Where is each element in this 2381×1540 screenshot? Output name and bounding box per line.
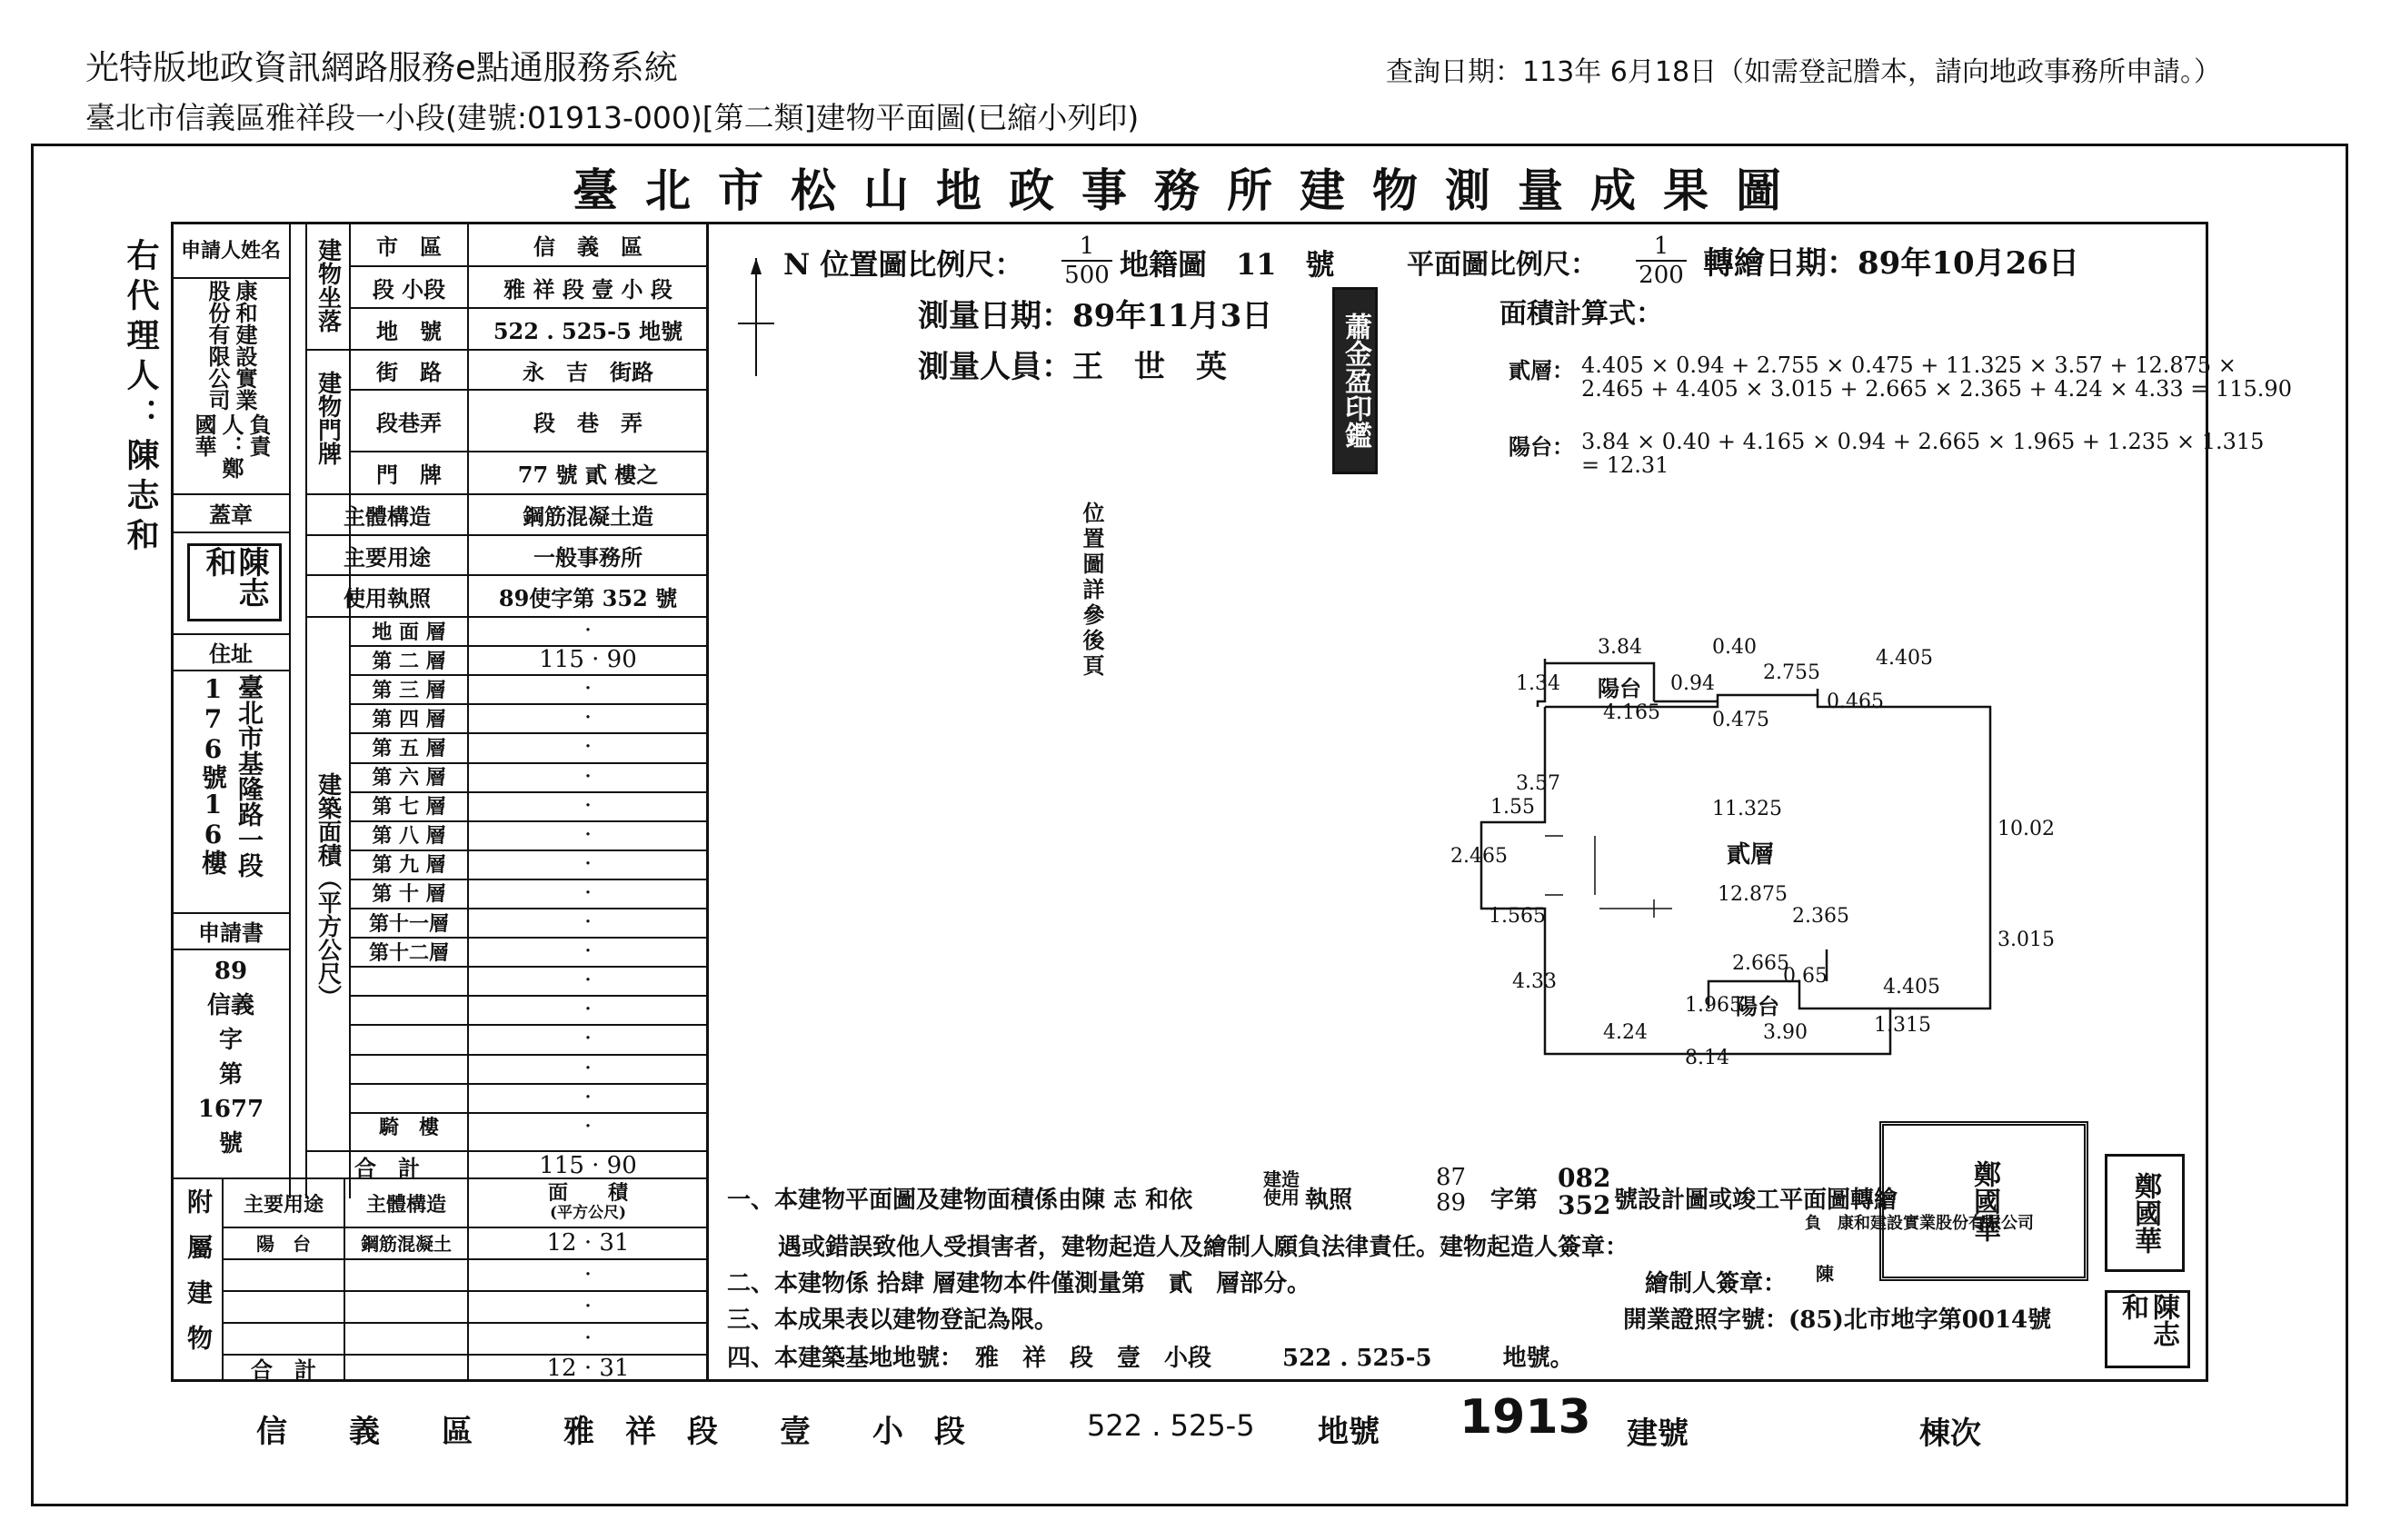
floor-row-val: ·: [583, 675, 593, 703]
floor-row-key: [351, 1055, 467, 1082]
floor-row-key: 第 四 層: [372, 707, 446, 731]
plan-dimension: 11.325: [1712, 798, 1782, 820]
application-number: 89 信義 字 第 1677 號: [197, 958, 264, 1157]
floor-row-val: ·: [583, 762, 593, 790]
note-1-nums: 87 89: [1436, 1164, 1467, 1217]
formula-2f-label: 貳層：: [1509, 357, 1574, 383]
plan-dimension: 1.565: [1489, 905, 1546, 928]
position-note: 位置圖詳參後頁: [1079, 502, 1105, 680]
formula-balcony: 3.84 × 0.40 + 4.165 × 0.94 + 2.665 × 1.965 + 1.235 × 1.315: [1581, 429, 2265, 454]
surveyor-seal: 蕭金盈印鑑: [1332, 287, 1378, 474]
note-1b: 遇或錯誤致他人受損害者，建物起造人及繪制人願負法律責任。建物起造人簽章：: [778, 1234, 1629, 1261]
transfer-date: 轉繪日期：89年10月26日: [1703, 245, 2079, 282]
floor-row-key: [351, 996, 467, 1023]
note-1a: 一、本建物平面圖及建物面積係由陳 志 和依: [727, 1187, 1193, 1214]
representative-seal: 鄭國華: [2105, 1154, 2185, 1272]
plan-dimension: 8.14: [1685, 1047, 1729, 1069]
note-1-permit-type: 建造 使用: [1263, 1168, 1300, 1208]
footer-lot: 522 . 525-5: [1087, 1408, 1255, 1443]
note-1-mid: 執照: [1305, 1187, 1353, 1214]
annex-h-area: 面 積 (平方公尺): [547, 1181, 628, 1222]
floor-row-val: ·: [583, 849, 593, 878]
note-4: 四、本建築基地地號： 雅 祥 段 壹 小段 522 . 525-5 地號。: [727, 1345, 1574, 1372]
page-subtitle: 臺北市信義區雅祥段一小段(建號:01913-000)[第二類]建物平面圖(已縮小列印): [85, 100, 1140, 135]
plan-dimension: 2.755: [1763, 661, 1820, 684]
row-door-key: 門 牌: [376, 462, 442, 488]
permit-val: 89使字第 352 號: [498, 584, 678, 611]
plan-dimension: 0.465: [1827, 691, 1884, 713]
floor-row-val: ·: [583, 791, 593, 820]
floor-row-val: ·: [583, 704, 593, 732]
plan-dimension: 4.24: [1603, 1021, 1648, 1044]
document-title: 臺北市松山地政事務所建物測量成果圖: [573, 164, 1808, 217]
annex-total-val: 12 · 31: [546, 1356, 630, 1380]
row-door-val: 77 號 貳 樓之: [517, 462, 659, 488]
footer-section: 雅 祥 段 壹 小 段: [563, 1414, 965, 1450]
annex-row-struct: 鋼筋混凝土: [361, 1233, 452, 1255]
annex-row-area: ·: [583, 1260, 593, 1288]
floor-row-key: 第十一層: [368, 911, 449, 936]
applicant-seal: 陳志和: [187, 543, 282, 621]
floor-row-val: ·: [583, 820, 593, 849]
plan-dimension: 3.57: [1516, 772, 1560, 795]
plan-dimension: 0.94: [1670, 672, 1715, 695]
plan-dimension: 4.33: [1512, 970, 1557, 993]
survey-date: 測量日期：89年11月3日: [918, 298, 1273, 334]
plan-label-balcony-bottom: 陽台: [1736, 993, 1779, 1019]
surveyor-corner-seal: 陳志和: [2105, 1290, 2190, 1368]
floor-row-key: [351, 1025, 467, 1052]
plan-dimension: 0.65: [1783, 965, 1828, 988]
floor-row-key: 第 六 層: [372, 766, 446, 790]
footer-lot-label: 地號: [1318, 1414, 1380, 1450]
floor-row-val: ·: [583, 617, 593, 645]
plan-dimension: 0.475: [1712, 709, 1769, 731]
annex-row-area: ·: [583, 1324, 593, 1352]
row-lot-key: 地 號: [376, 317, 442, 344]
row-section-val: 雅 祥 段 壹 小 段: [503, 275, 672, 303]
surveyor: 測量人員：王 世 英: [918, 349, 1227, 385]
annex-row-struct: [345, 1292, 467, 1320]
footer-building-no: 1913: [1459, 1390, 1591, 1445]
plan-dimension: 1.315: [1874, 1014, 1931, 1037]
note-1-no: 082 352: [1558, 1163, 1611, 1220]
floor-row-key: 第 十 層: [372, 882, 446, 907]
note-1-word: 字第: [1490, 1187, 1539, 1214]
floor-row-val: ·: [583, 1025, 593, 1053]
floor-row-val: ·: [583, 879, 593, 907]
floor-row-key: 第 八 層: [372, 824, 446, 849]
plan-dimension: 2.465: [1450, 845, 1508, 868]
plan-dimension: 2.665: [1732, 952, 1789, 975]
annex-row-area: ·: [583, 1292, 593, 1320]
floor-row-key: [351, 1084, 467, 1111]
annex-row-use: [224, 1292, 344, 1320]
floor-row-val: ·: [583, 1054, 593, 1082]
address-label: 住址: [209, 640, 253, 667]
annex-row-struct: [345, 1260, 467, 1288]
applicant-address: 臺北市基隆路一段176號16樓: [198, 674, 264, 878]
row-city-key: 市 區: [376, 233, 442, 260]
floor-row-val: ·: [583, 1083, 593, 1111]
plan-dimension: 3.015: [1997, 929, 2055, 951]
row-city-val: 信 義 區: [533, 233, 643, 260]
floor-row-val: ·: [583, 909, 593, 937]
use-key: 主要用途: [344, 543, 431, 571]
floor-row-val: ·: [583, 938, 593, 966]
note-1b-sign: 負 康和建設實業股份有限公司: [1805, 1214, 2034, 1233]
footer-district: 信 義 區: [256, 1414, 473, 1450]
annex-total-key: 合 計: [251, 1356, 316, 1380]
floor-row-key: 第 七 層: [372, 795, 446, 820]
location-scale-label: N 位置圖比例尺：: [783, 247, 1024, 282]
row-street-key: 街 路: [376, 358, 442, 385]
floor-row-key: 第 九 層: [372, 853, 446, 878]
formula-balcony-cont: = 12.31: [1581, 452, 1669, 478]
row-lane-val: 段 巷 弄: [533, 409, 643, 436]
plan-dimension: 3.84: [1598, 636, 1642, 659]
floor-row-key: 騎 樓: [378, 1116, 439, 1140]
location-label: 建物坐落: [314, 238, 342, 333]
formula-2f: 4.405 × 0.94 + 2.755 × 0.475 + 11.325 × 3.57 + 12.875 ×: [1581, 353, 2237, 378]
plan-dimension: 2.365: [1792, 905, 1849, 928]
annex-h-use: 主要用途: [243, 1192, 324, 1217]
area-formula-label: 面積計算式：: [1499, 298, 1663, 330]
floor-row-key: [351, 967, 467, 994]
footer-building-no-label: 建號: [1627, 1416, 1689, 1452]
system-title: 光特版地政資訊網路服務e點通服務系統: [85, 48, 678, 87]
plan-dimension: 3.90: [1763, 1021, 1808, 1044]
note-2-sign: 陳: [1816, 1263, 1834, 1285]
floor-row-key: 第 三 層: [372, 678, 446, 702]
plan-dimension: 4.405: [1876, 647, 1933, 670]
company-seal: 鄭國華: [1879, 1121, 2088, 1281]
floor-row-val: ·: [583, 733, 593, 761]
agent-label: 右代理人：陳志和: [122, 238, 160, 558]
footer-bldg-label: 棟次: [1919, 1416, 1981, 1452]
annex-row-area: 12 · 31: [546, 1228, 630, 1257]
applicant-name-label: [173, 224, 289, 277]
plan-dimension: 1.55: [1490, 796, 1535, 819]
plan-dimension: 0.40: [1712, 636, 1757, 659]
note-3-license: 開業證照字號：(85)北市地字第0014號: [1623, 1307, 2052, 1334]
annex-row-use: 陽 台: [256, 1233, 311, 1255]
cadastral-map-no: 地籍圖 11 號: [1120, 247, 1335, 282]
row-street-val: 永 吉 街路: [523, 358, 653, 385]
floor-area-label: 建築面積（平方公尺）: [314, 772, 342, 1008]
floor-row-key: 第十二層: [368, 940, 449, 965]
plan-dimension: 10.02: [1997, 818, 2055, 840]
plan-label-balcony-top: 陽台: [1598, 675, 1641, 701]
north-arrow-icon: [738, 258, 774, 376]
floor-total-val: 115 · 90: [539, 1152, 637, 1179]
floor-row-key: 第 五 層: [372, 736, 446, 760]
formula-2f-cont: 2.465 + 4.405 × 3.015 + 2.665 × 2.365 + 4.24 × 4.33 = 115.90: [1581, 376, 2292, 402]
structure-key: 主體構造: [344, 503, 431, 530]
plan-dimension: 4.165: [1603, 701, 1660, 724]
annex-row-use: [224, 1260, 344, 1288]
formula-balcony-label: 陽台：: [1509, 433, 1574, 460]
note-2-sign-label: 繪制人簽章：: [1645, 1270, 1788, 1297]
applicant-name-label-text: 申請人姓名: [180, 239, 281, 263]
floor-row-val: ·: [583, 996, 593, 1024]
location-scale-fraction: 1 500: [1061, 233, 1112, 289]
plan-dimension: 1.34: [1516, 672, 1560, 695]
floor-row-val: 115 · 90: [539, 646, 637, 674]
floor-row-val: ·: [583, 967, 593, 995]
annex-h-struct: 主體構造: [365, 1192, 446, 1217]
floor-total-key: 合 計: [354, 1154, 420, 1179]
plan-label-2f: 貳層: [1727, 841, 1775, 869]
plan-dimension: 4.405: [1883, 976, 1940, 999]
plan-dimension: 12.875: [1718, 883, 1788, 906]
application-label: 申請書: [198, 919, 264, 946]
annex-row-struct: [345, 1324, 467, 1352]
annex-label: 附屬建物: [184, 1188, 214, 1370]
plan-scale-label: 平面圖比例尺：: [1407, 249, 1598, 281]
plan-scale-fraction: 1 200: [1636, 233, 1687, 289]
plan-dimension: 1.965: [1685, 994, 1742, 1017]
row-section-key: 段 小段: [372, 275, 446, 303]
door-label: 建物門牌: [314, 371, 342, 465]
row-lot-val: 522 . 525-5 地號: [493, 317, 683, 344]
applicant-company: 康和建設實業股份有限公司 負責人：鄭國華: [191, 280, 272, 479]
row-lane-key: 段巷弄: [376, 409, 442, 436]
note-3: 三、本成果表以建物登記為限。: [727, 1307, 1059, 1334]
note-2: 二、本建物係 拾肆 層建物本件僅測量第 貳 層部分。: [727, 1270, 1311, 1297]
query-date: 查詢日期：113年 6月18日（如需登記謄本，請向地政事務所申請。）: [1386, 56, 2222, 88]
structure-val: 鋼筋混凝土造: [523, 503, 653, 530]
note-1-tail: 號設計圖或竣工平面圖轉繪: [1614, 1187, 1898, 1214]
annex-row-use: [224, 1324, 344, 1352]
use-val: 一般事務所: [533, 543, 643, 571]
floor-row-val: ·: [583, 1112, 593, 1140]
seal-label: 蓋章: [209, 501, 253, 528]
permit-key: 使用執照: [344, 584, 431, 611]
floor-row-key: 第 二 層: [372, 649, 446, 673]
floor-row-key: 地 面 層: [372, 620, 446, 644]
